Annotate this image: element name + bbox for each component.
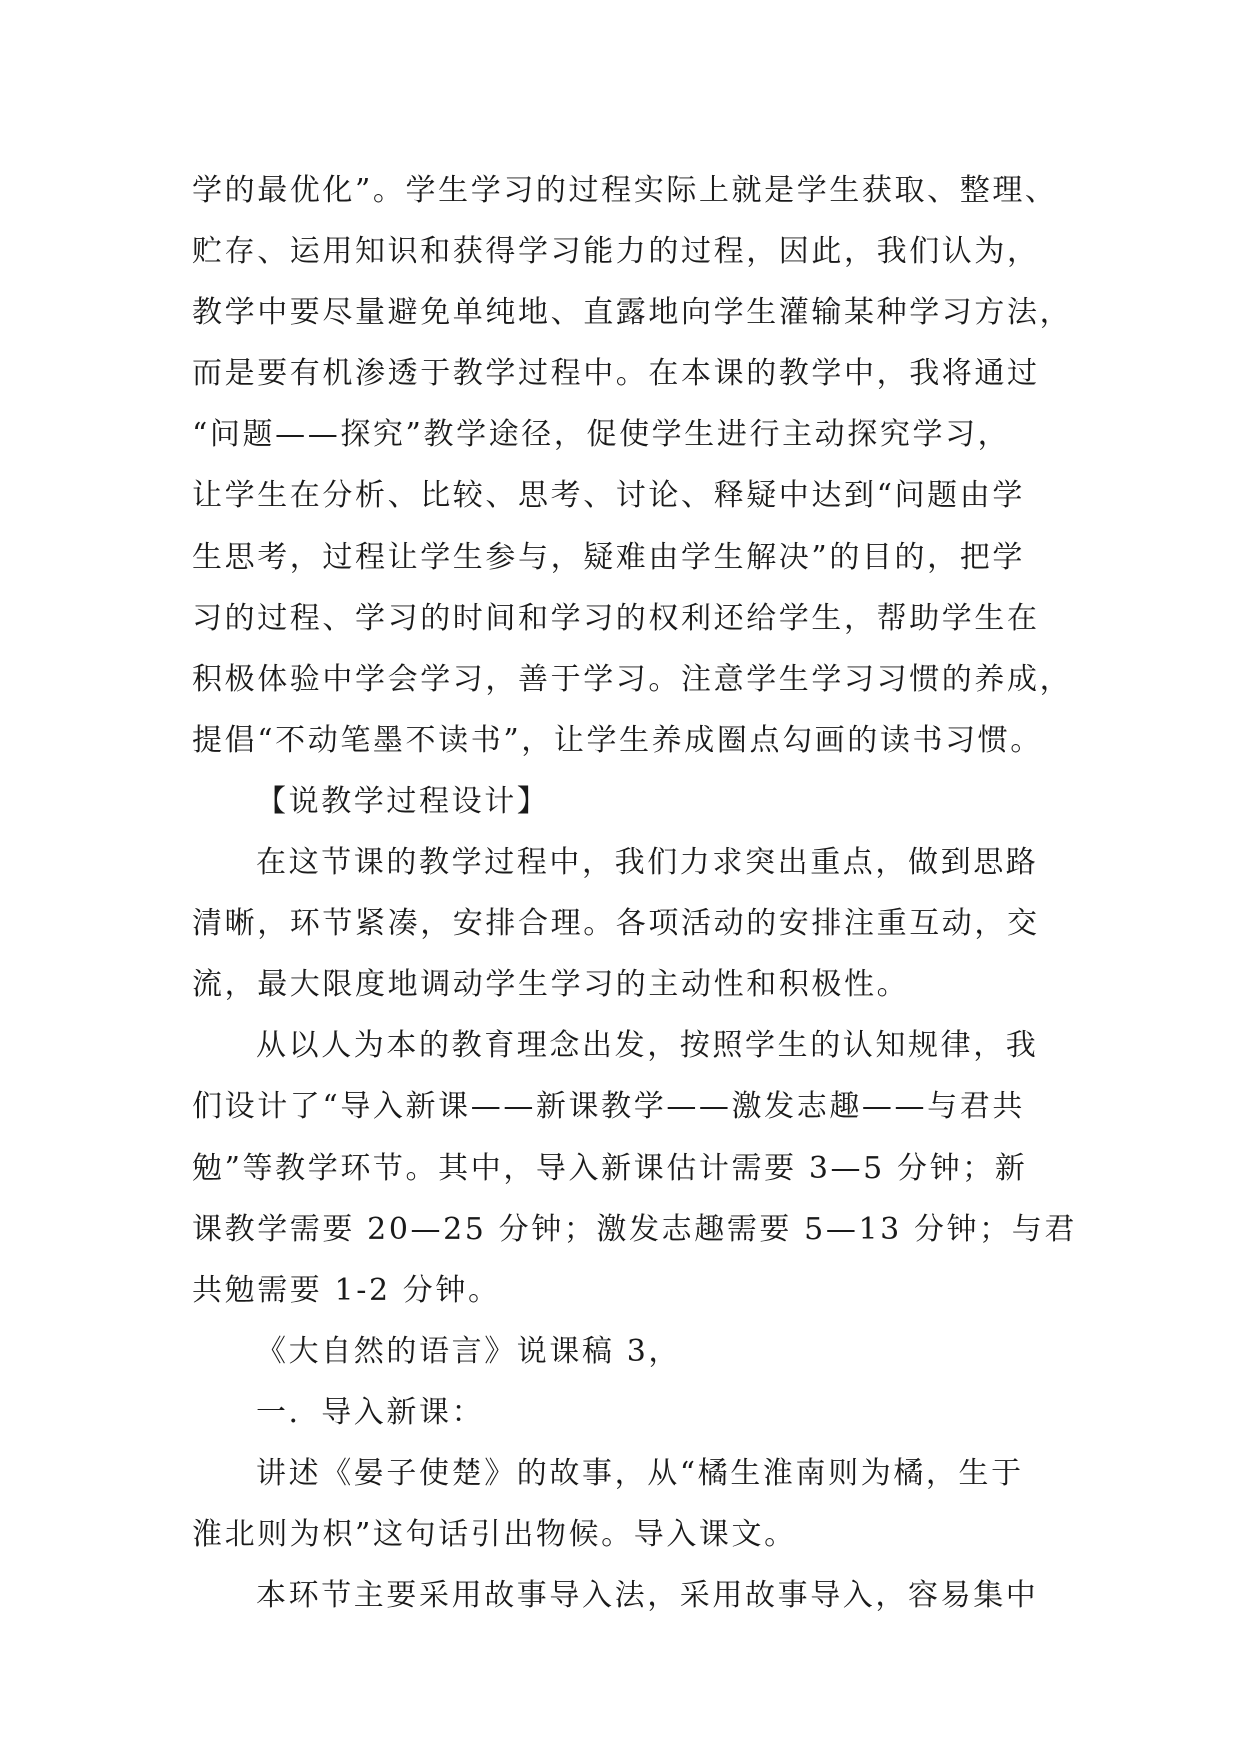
body-line: 勉”等教学环节。其中，导入新课估计需要 3—5 分钟；新 bbox=[192, 1150, 1028, 1186]
body-line: 淮北则为枳”这句话引出物候。导入课文。 bbox=[192, 1517, 797, 1553]
document-title: 《大自然的语言》说课稿 3， bbox=[256, 1333, 682, 1369]
paragraph-first-line: 讲述《晏子使楚》的故事，从“橘生淮南则为橘，生于 bbox=[256, 1455, 1024, 1491]
paragraph-first-line: 在这节课的教学过程中，我们力求突出重点，做到思路 bbox=[256, 845, 1039, 881]
paragraph-first-line: 从以人为本的教育理念出发，按照学生的认知规律，我 bbox=[256, 1028, 1039, 1064]
body-line: 共勉需要 1-2 分钟。 bbox=[192, 1272, 501, 1308]
paragraph-first-line: 本环节主要采用故事导入法，采用故事导入，容易集中 bbox=[256, 1578, 1039, 1614]
body-line: 学的最优化”。学生学习的过程实际上就是学生获取、整理、 bbox=[192, 173, 1058, 208]
section-heading: 一．导入新课： bbox=[256, 1394, 485, 1430]
body-line: 流，最大限度地调动学生学习的主动性和积极性。 bbox=[192, 967, 910, 1003]
body-line: 清晰，环节紧凑，安排合理。各项活动的安排注重互动，交 bbox=[192, 906, 1040, 942]
body-line: 教学中要尽量避免单纯地、直露地向学生灌输某种学习方法， bbox=[192, 295, 1073, 331]
body-line: “问题——探究”教学途径，促使学生进行主动探究学习， bbox=[192, 417, 1011, 453]
document-body bbox=[192, 160, 1092, 1626]
body-line: 课教学需要 20—25 分钟；激发志趣需要 5—13 分钟；与君 bbox=[192, 1211, 1077, 1247]
body-line: 贮存、运用知识和获得学习能力的过程，因此，我们认为， bbox=[192, 234, 1040, 270]
body-line: 让学生在分析、比较、思考、讨论、释疑中达到“问题由学 bbox=[192, 478, 1025, 514]
body-line: 积极体验中学会学习，善于学习。注意学生学习习惯的养成， bbox=[192, 661, 1073, 697]
section-heading: 【说教学过程设计】 bbox=[256, 783, 550, 819]
body-line: 而是要有机渗透于教学过程中。在本课的教学中，我将通过 bbox=[192, 356, 1040, 392]
body-line: 提倡“不动笔墨不读书”，让学生养成圈点勾画的读书习惯。 bbox=[192, 722, 1043, 758]
body-line: 习的过程、学习的时间和学习的权利还给学生，帮助学生在 bbox=[192, 600, 1040, 636]
body-line: 们设计了“导入新课——新课教学——激发志趣——与君共 bbox=[192, 1089, 1025, 1125]
body-line: 生思考，过程让学生参与，疑难由学生解决”的目的，把学 bbox=[192, 539, 1025, 575]
